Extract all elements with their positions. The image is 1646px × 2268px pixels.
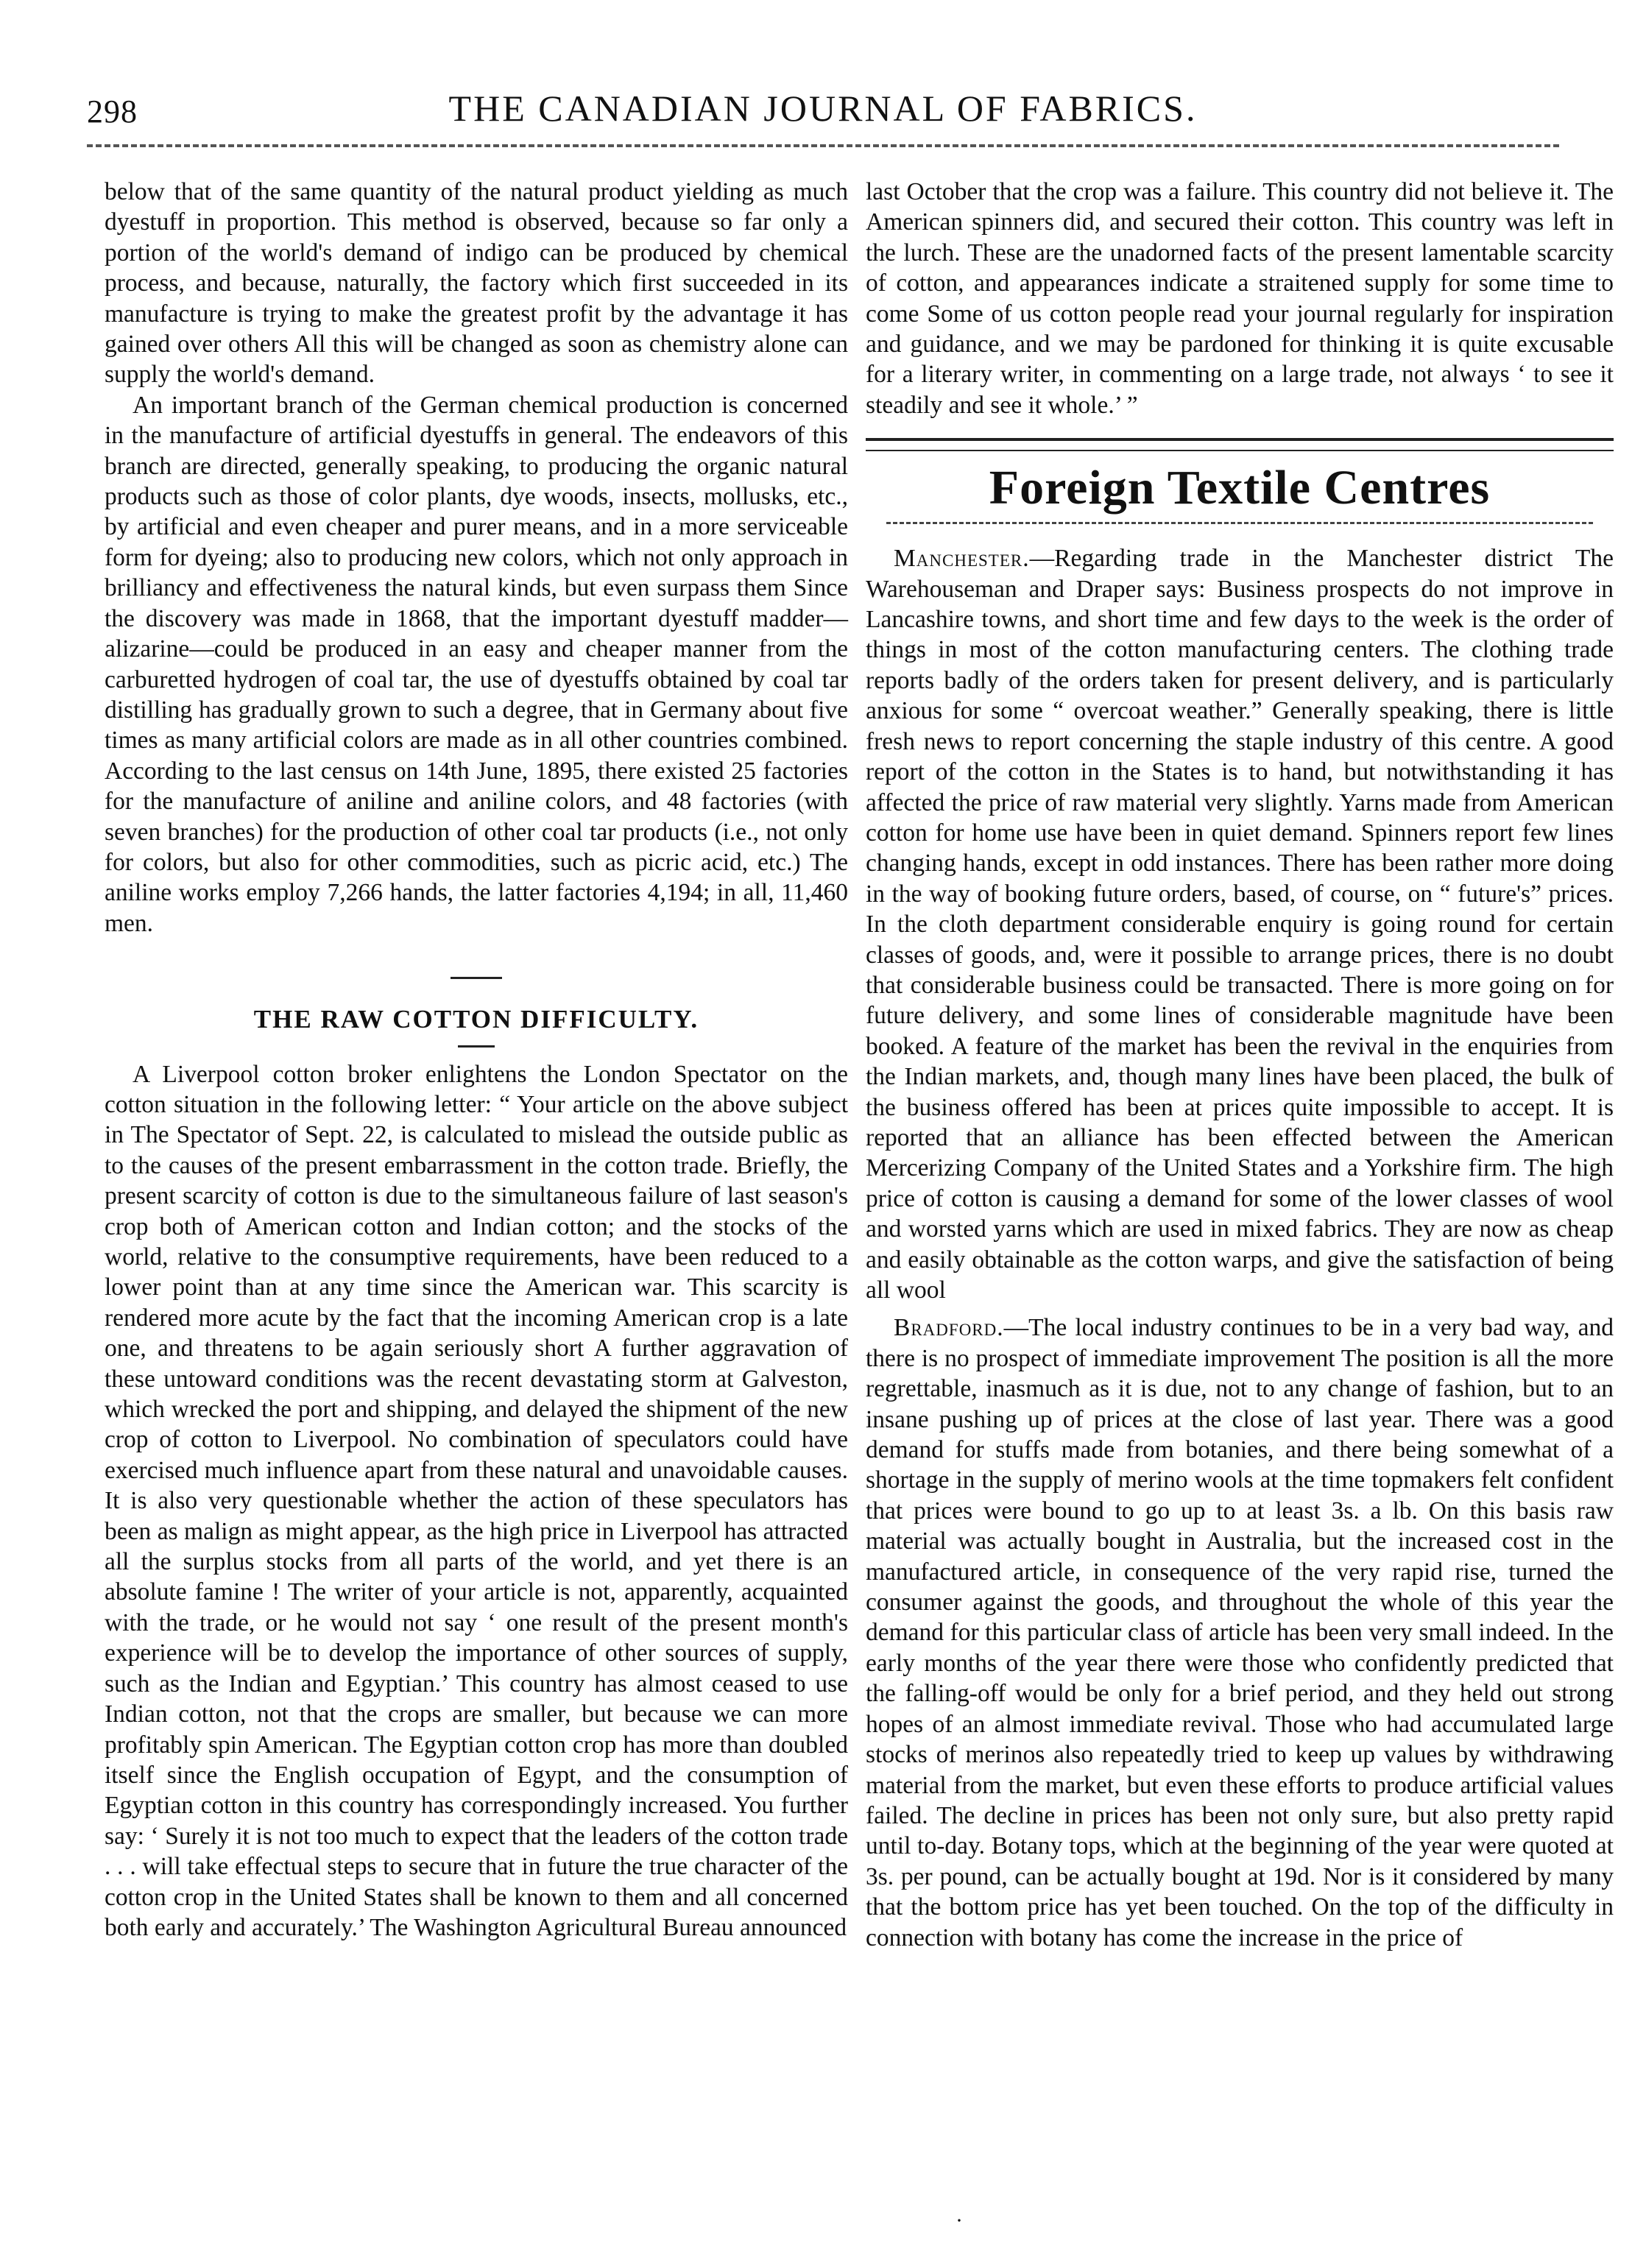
heading-rule-bottom	[458, 1045, 495, 1048]
heading-rule-top	[451, 977, 502, 979]
page-number: 298	[87, 93, 138, 130]
indigo-paragraph: below that of the same quantity of the natural product yielding as much dyestuff in proportion. This method is observed, because so far only a portion of the world's demand of indigo can be produced by chemical process, and because, naturally, the factory which first succeeded in its manufacture is trying to make the greatest profit by the advantage it has gained over others All this will be changed as soon as chemistry alone can supply the world's demand.	[105, 178, 848, 389]
manchester-paragraph	[866, 543, 1614, 1305]
section-title-text: THE RAW COTTON DIFFICULTY.	[253, 1005, 699, 1034]
dyestuff-paragraph: An important branch of the German chemical production is concerned in the manufacture of artificial dyestuffs in general. The endeavors of this branch are directed, generally speaking, to producing the organic natural products such as those of color plants, dye woods, insects, mollusks, etc., by artificial and even cheaper and purer means, and in a more serviceable form for dyeing; also to producing new colors, which not only approach in brilliancy and effectiveness the natural kinds, but even surpass them Since the discovery was made in 1868, that the important dyestuff madder—alizarine—could be produced in an easy and cheaper manner from the carburetted hydrogen of coal tar, the use of dyestuffs obtained by coal tar distilling has gradually grown to such a degree, that in Germany about five times as many artificial colors are made as in all other countries combined. According to the last census on 14th June, 1895, there existed 25 factories for the manufacture of aniline and aniline colors, and 48 factories (with seven branches) for the production of other coal tar products (i.e., not only for colors, but also for other commodities, such as picric acid, etc.) The aniline works employ 7,266 hands, the latter factories 4,194; in all, 11,460 men.	[105, 391, 848, 937]
left-column	[105, 177, 848, 1943]
manchester-place: Manchester.	[894, 545, 1030, 573]
page-header	[87, 87, 1559, 168]
cotton-letter-paragraph: A Liverpool cotton broker enlightens the London Spectator on the cotton situation in the following letter: “ Your article on the above subject in The Spectator of Sept. 22, is calculated to mislead the outside public as to the causes of the present embarrassment in the cotton trade. Briefly, the present scarcity of cotton is due to the simultaneous failure of last season's crop both of American cotton and Indian cotton; and the stocks of the world, relative to the consumptive requirements, have been reduced to a lower point than at any time since the American war. This scarcity is rendered more acute by the fact that the incoming American crop is a late one, and threatens to be again seriously short A further aggravation of these untoward conditions was the recent devastating storm at Galveston, which wrecked the port and shipping, and delayed the shipment of the new crop of cotton to Liverpool. No combination of speculators could have exercised much influence apart from these natural and unavoidable causes. It is also very questionable whether the action of these speculators has been as malign as might appear, as the high price in Liverpool has attracted all the surplus stocks from all parts of the world, and yet there is an absolute famine ! The writer of your article is not, apparently, acquainted with the trade, or he would not say ‘ one result of the present month's experience will be to develop the importance of other sources of supply, such as the Indian and Egyptian.’ This country has almost ceased to use Indian cotton, not that the crops are smaller, but because we can more profitably spin American. The Egyptian cotton crop has more than doubled itself since the English occupation of Egypt, and the consumption of Egyptian cotton in this country has correspondingly increased. You further say: ‘ Surely it is not too much to expect that the leaders of the cotton trade . . . will take effectual steps to secure that in future the true character of the cotton crop in the United States shall be known to them and all concerned both early and accurately.’ The Washington Agricultural Bureau announced	[105, 1060, 848, 1941]
running-head: THE CANADIAN JOURNAL OF FABRICS.	[448, 88, 1198, 129]
foreign-textile-centres-banner: Foreign Textile Centres	[989, 461, 1491, 515]
header-rule	[87, 144, 1559, 147]
double-rule	[866, 438, 1614, 451]
footer-mark: ·	[956, 2208, 963, 2233]
bradford-paragraph	[866, 1313, 1614, 1953]
banner-rule	[886, 522, 1593, 524]
manchester-text: —Regarding trade in the Manchester district The Warehouseman and Draper says: Business prospects do not improve in Lancashire towns, and short time and few days to the week is the order of things in most of the cotton manufacturing centers. The clothing trade reports badly of the orders taken for present delivery, and is particularly anxious for some “ overcoat weather.” Generally speaking, there is little fresh news to report concerning the staple industry of this centre. A good report of the cotton in the States is to hand, but notwithstanding it has affected the price of raw material very slightly. Yarns made from American cotton for home use have been in quiet demand. Spinners report few lines changing hands, except in odd instances. There has been rather more doing in the way of booking future orders, based, of course, on “ future's” prices. In the cloth department considerable enquiry is going round for certain classes of goods, and, were it possible to arrange prices, there is no doubt that considerable business could be transacted. There is more going on for future delivery, and some lines of considerable magnitude have been booked. A feature of the market has been the revival in the enquiries from the Indian markets, and, though many lines have been placed, the bulk of the business offered has been at prices quite impossible to accept. It is reported that an alliance has been effected between the American Mercerizing Company of the United States and a Yorkshire firm. The high price of cotton is causing a demand for some of the lower classes of wool and worsted yarns which are used in mixed fabrics. They are now as cheap and easily obtainable as the cotton warps, and give the satisfaction of being all wool	[866, 545, 1614, 1304]
cotton-letter-continued: last October that the crop was a failure. This country did not believe it. The American spinners did, and secured their cotton. This country was left in the lurch. These are the unadorned facts of the present lamentable scarcity of cotton, and appearances indicate a straitened supply for some time to come Some of us cotton people read your journal regularly for inspiration and guidance, and we may be pardoned for thinking it is quite excusable for a literary writer, in commenting on a large trade, not always ‘ to see it steadily and see it whole.’ ”	[866, 178, 1614, 419]
right-column	[866, 177, 1614, 1953]
bradford-text: —The local industry continues to be in a very bad way, and there is no prospect of immediate improvement The position is all the more regrettable, inasmuch as it is due, not to any change of fashion, but to an insane pushing up of prices at the close of last year. There was a good demand for stuffs made from botanies, and there being somewhat of a shortage in the supply of merino wools at the time topmakers felt confident that prices were bound to go up to at least 3s. a lb. On this basis raw material was actually bought in Australia, but the increased cost in the manufactured article, in consequence of the very rapid rise, turned the consumer against the goods, and throughout the whole of this year the demand for this particular class of article has been very small indeed. In the early months of the year there were those who confidently predicted that the falling-off would be only for a brief period, and they held out strong hopes of an almost immediate revival. Those who had accumulated large stocks of merinos also repeatedly tried to keep up values by withdrawing material from the market, but even these efforts to produce artificial values failed. The decline in prices has been not only sure, but also pretty rapid until to-day. Botany tops, which at the beginning of the year were quoted at 3s. per pound, can be actually bought at 19d. Nor is it considered by many that the bottom price has yet been touched. On the top of the difficulty in connection with botany has come the increase in the price of	[866, 1314, 1614, 1951]
bradford-place: Bradford.	[894, 1314, 1004, 1342]
section-heading-raw-cotton	[105, 977, 848, 1047]
